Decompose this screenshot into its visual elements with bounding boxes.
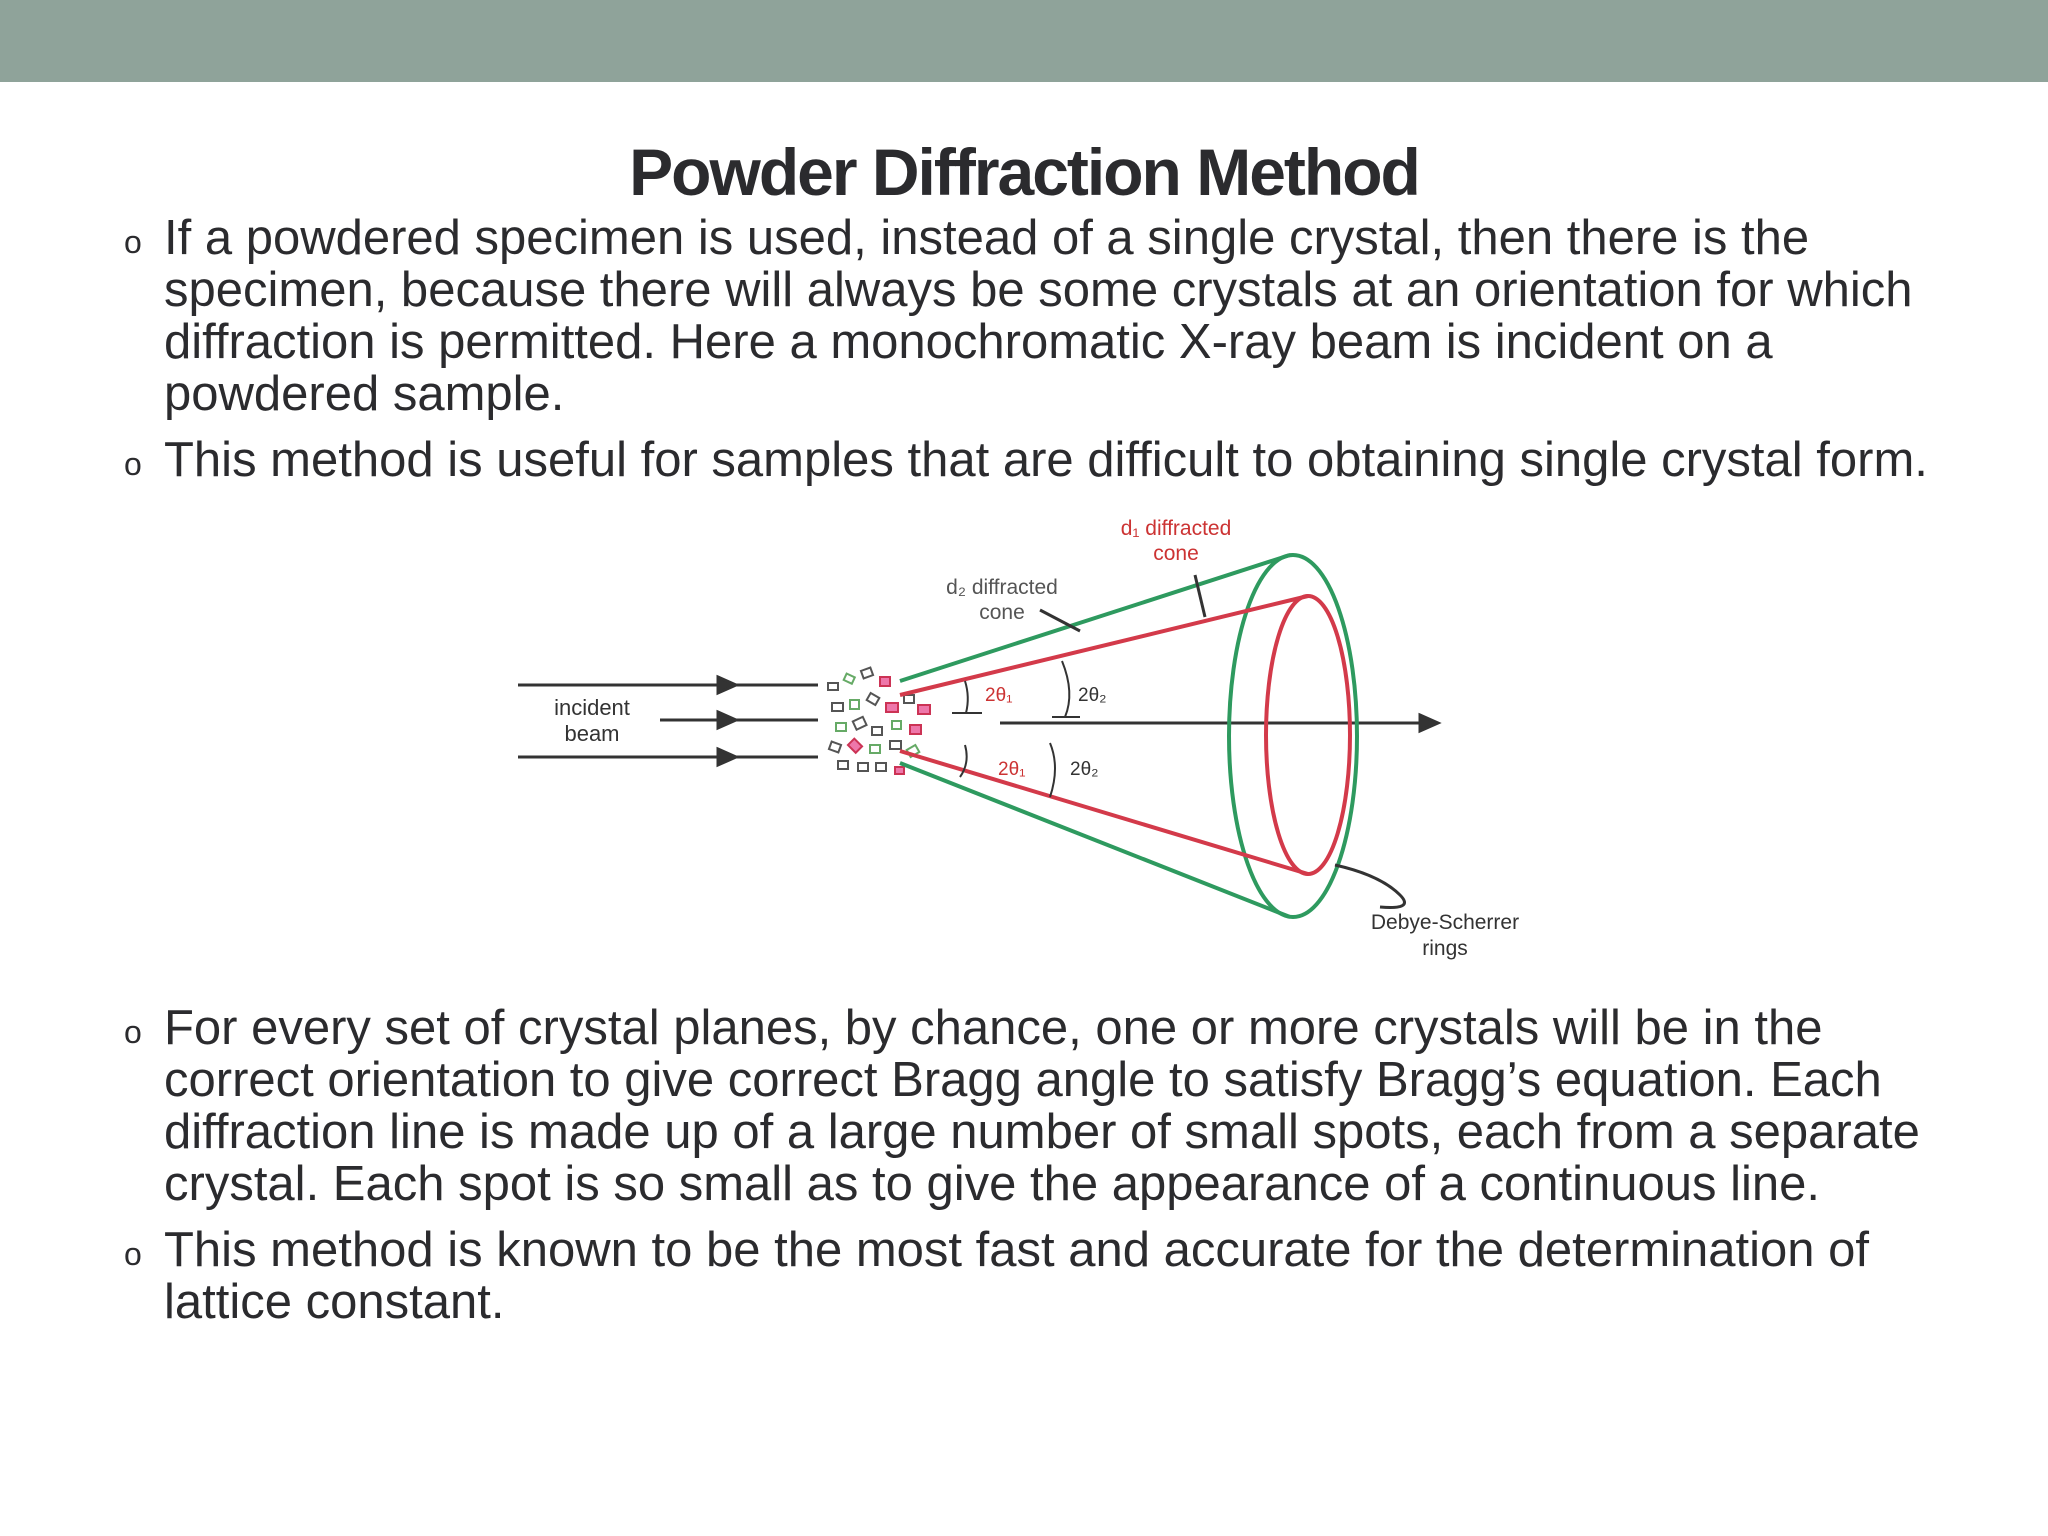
incident-beam-label-2: beam — [564, 721, 620, 746]
bullet-text: This method is useful for samples that are difficult to obtaining single crystal form. — [164, 433, 1928, 487]
bullet-text: If a powdered specimen is used, instead of a single crystal, then there is the specimen, because there will always be some crystals at an orientation for which diffraction is permitted. Here a monochromatic X-ray beam is incident on a powdered sample. — [164, 211, 1913, 421]
powder-diffraction-diagram — [500, 505, 1560, 980]
bullet-text: This method is known to be the most fast and accurate for the determination of lattice constant. — [164, 1223, 1870, 1329]
incident-beam-label: incident — [554, 695, 630, 720]
bullet-item — [122, 1002, 1952, 1210]
debye-scherrer-label: Debye-Scherrer — [1370, 911, 1520, 934]
powder-sample — [828, 668, 930, 774]
angle-label: 2θ₁ — [985, 685, 1013, 706]
angle-label: 2θ₂ — [1070, 759, 1099, 780]
d2-cone-label-2: cone — [979, 601, 1025, 624]
angle-label: 2θ₂ — [1078, 685, 1107, 706]
bullet-marker: o — [124, 1236, 142, 1272]
slide-title: Powder Diffraction Method — [629, 135, 1419, 209]
d1-cone-label-2: cone — [1153, 542, 1199, 565]
bullet-marker: o — [124, 446, 142, 482]
angle-label: 2θ₁ — [998, 759, 1026, 780]
bullet-marker: o — [124, 1014, 142, 1050]
bullet-marker: o — [124, 224, 142, 260]
bullet-item — [122, 434, 1952, 486]
bullet-item — [122, 1224, 1952, 1328]
bullet-list-bottom — [122, 1002, 1952, 1342]
incident-beam-arrows — [518, 677, 818, 765]
debye-scherrer-label-2: rings — [1422, 937, 1468, 960]
bullet-item — [122, 212, 1952, 420]
d1-diffracted-cone — [900, 596, 1350, 874]
bullet-list-top — [122, 212, 1952, 500]
d1-cone-label: d₁ diffracted — [1120, 517, 1232, 540]
header-bar — [0, 0, 2048, 82]
bullet-text: For every set of crystal planes, by chance, one or more crystals will be in the correct orientation to give correct Bragg angle to satisfy Bragg’s equation. Each diffraction line is made up of a large number of small spots, each from a separate crystal. Each spot is so small as to give the appearance of a continuous line. — [164, 1001, 1920, 1211]
d2-cone-label: d₂ diffracted — [946, 576, 1058, 599]
